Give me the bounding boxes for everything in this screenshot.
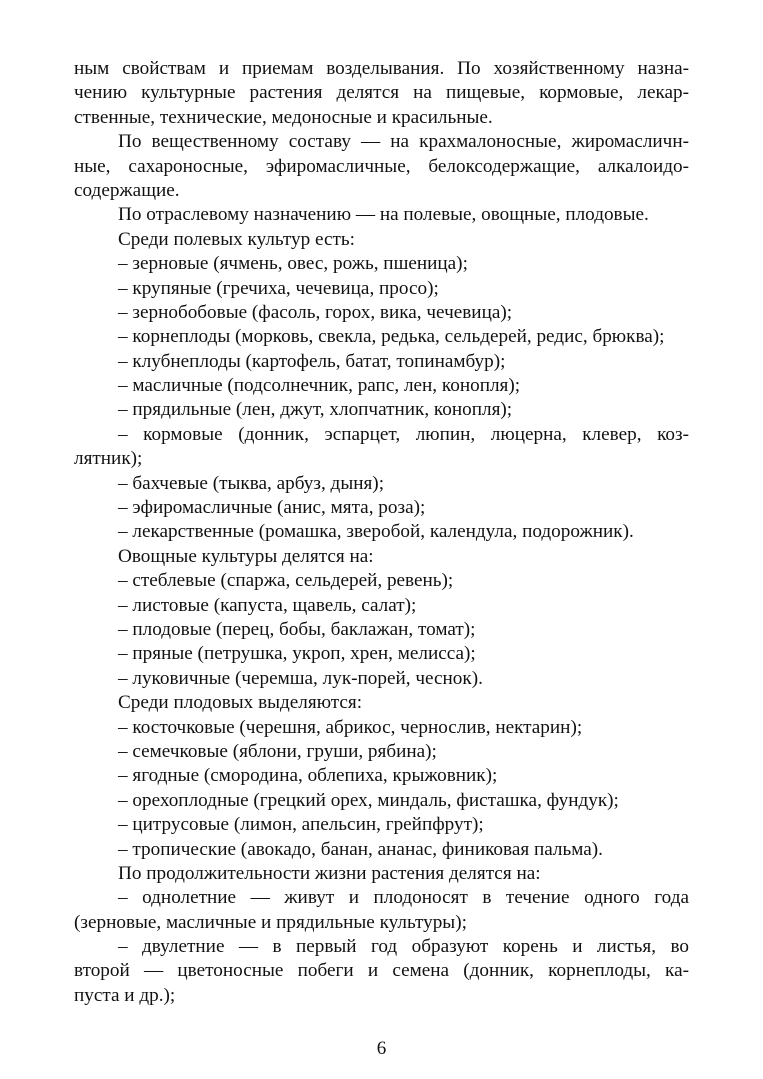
paragraph: [74, 130, 689, 203]
text-line: – косточковые (черешня, абрикос, чернослив, нектарин);: [118, 716, 583, 738]
text-line: второй — цветоносные побеги и семена (донник, корнеплоды, ка-: [74, 960, 689, 982]
text-line: – стеблевые (спаржа, сельдерей, ревень);: [118, 570, 454, 592]
paragraph: [74, 545, 689, 569]
paragraph: [74, 813, 689, 837]
paragraph: [74, 496, 689, 520]
text-line: – корнеплоды (морковь, свекла, редька, сельдерей, редис, брюква);: [118, 326, 665, 348]
text-line: – ягодные (смородина, облепиха, крыжовник);: [118, 765, 498, 787]
text-line: ственные, технические, медоносные и красильные.: [74, 106, 493, 128]
text-line: – луковичные (черемша, лук-порей, чеснок).: [118, 667, 483, 689]
paragraph: [74, 667, 689, 691]
text-line: – зерновые (ячмень, овес, рожь, пшеница);: [118, 253, 468, 275]
paragraph: [74, 691, 689, 715]
paragraph: [74, 520, 689, 544]
text-line: содержащие.: [74, 179, 180, 201]
paragraph: [74, 764, 689, 788]
paragraph: [74, 301, 689, 325]
paragraph: [74, 228, 689, 252]
paragraph: [74, 350, 689, 374]
paragraph: [74, 472, 689, 496]
text-line: – пряные (петрушка, укроп, хрен, мелисса);: [118, 643, 476, 665]
text-line: – клубнеплоды (картофель, батат, топинамбур);: [118, 350, 506, 372]
paragraph: [74, 398, 689, 422]
page-number: 6: [376, 1038, 387, 1059]
text-line: По отраслевому назначению — на полевые, овощные, плодовые.: [118, 204, 649, 226]
text-line: – тропические (авокадо, банан, ананас, финиковая пальма).: [118, 838, 603, 860]
text-line: – эфиромасличные (анис, мята, роза);: [118, 497, 426, 519]
paragraph: [74, 789, 689, 813]
text-line: – лекарственные (ромашка, зверобой, календула, подорожник).: [118, 521, 634, 543]
paragraph: [74, 642, 689, 666]
text-line: лятник);: [74, 448, 143, 470]
paragraph: [74, 569, 689, 593]
text-line: (зерновые, масличные и прядильные культуры);: [74, 911, 467, 933]
paragraph: [74, 838, 689, 862]
text-line: Среди плодовых выделяются:: [118, 692, 363, 714]
paragraph: [74, 862, 689, 886]
text-line: ные, сахароносные, эфиромасличные, белоксодержащие, алкалоидо-: [74, 155, 689, 177]
text-line: – орехоплодные (грецкий орех, миндаль, фисташка, фундук);: [118, 789, 619, 811]
paragraph: [74, 594, 689, 618]
text-line: – крупяные (гречиха, чечевица, просо);: [118, 277, 439, 299]
page-body: [74, 57, 689, 1008]
paragraph: [74, 618, 689, 642]
paragraph: [74, 252, 689, 276]
paragraph: [74, 203, 689, 227]
text-line: ным свойствам и приемам возделывания. По хозяйственному назна-: [74, 58, 689, 79]
paragraph: [74, 716, 689, 740]
text-line: По вещественному составу — на крахмалоносные, жиромасличн-: [118, 131, 689, 153]
paragraph: [74, 423, 689, 472]
paragraph: [74, 935, 689, 1008]
text-line: – однолетние — живут и плодоносят в течение одного года: [118, 887, 689, 909]
text-line: – масличные (подсолнечник, рапс, лен, конопля);: [118, 375, 521, 397]
paragraph: [74, 740, 689, 764]
text-line: По продолжительности жизни растения делятся на:: [118, 862, 541, 884]
paragraph: [74, 277, 689, 301]
paragraph: [74, 886, 689, 935]
text-line: – зернобобовые (фасоль, горох, вика, чечевица);: [118, 301, 513, 323]
text-line: – кормовые (донник, эспарцет, люпин, люцерна, клевер, коз-: [118, 423, 689, 445]
text-line: – двулетние — в первый год образуют корень и листья, во: [118, 936, 689, 958]
text-line: – листовые (капуста, щавель, салат);: [118, 594, 417, 616]
paragraph: [74, 374, 689, 398]
text-line: чению культурные растения делятся на пищевые, кормовые, лекар-: [74, 82, 689, 104]
text-line: – семечковые (яблони, груши, рябина);: [118, 740, 437, 762]
text-line: Овощные культуры делятся на:: [118, 545, 374, 567]
paragraph: [74, 57, 689, 130]
paragraph: [74, 325, 689, 349]
text-line: – прядильные (лен, джут, хлопчатник, конопля);: [118, 399, 513, 421]
text-line: – плодовые (перец, бобы, баклажан, томат);: [118, 618, 476, 640]
text-line: Среди полевых культур есть:: [118, 228, 356, 250]
text-line: пуста и др.);: [74, 984, 176, 1006]
text-line: – бахчевые (тыква, арбуз, дыня);: [118, 472, 385, 494]
text-line: – цитрусовые (лимон, апельсин, грейпфрут);: [118, 814, 484, 836]
